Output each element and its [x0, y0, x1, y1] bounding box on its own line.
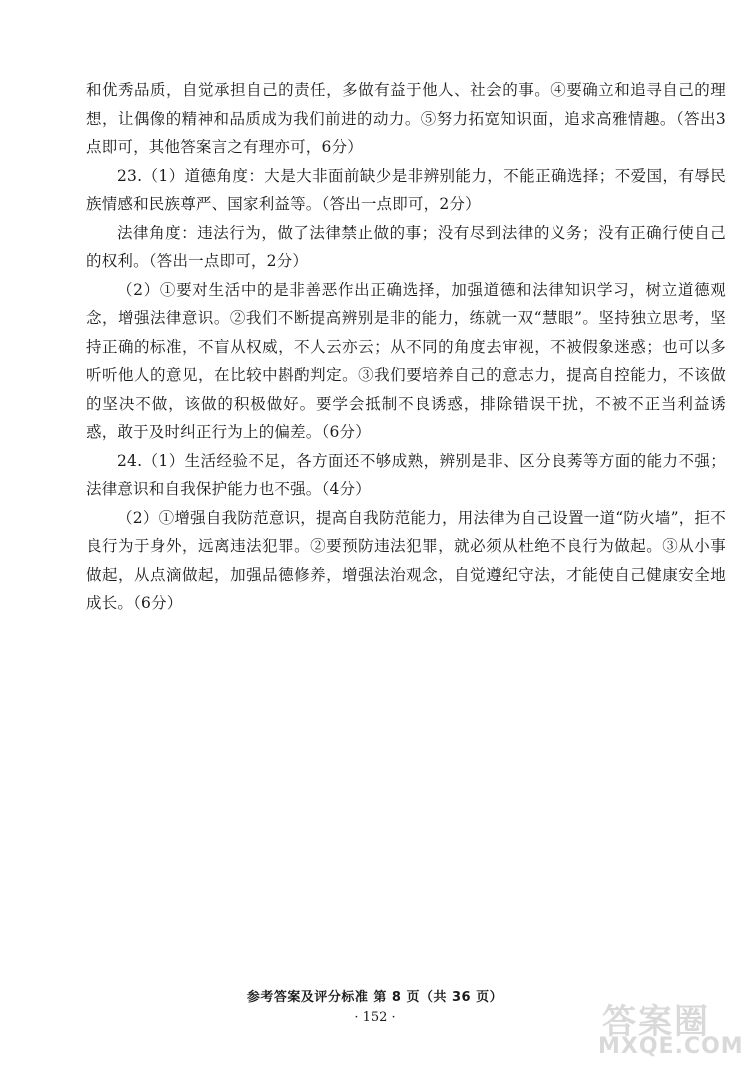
watermark-text-en: MXQE.COM	[598, 1034, 744, 1059]
page-number: · 152 ·	[354, 1010, 396, 1025]
question-24-part-2: （2）①增强自我防范意识，提高自我防范能力，用法律为自己设置一道“防火墙”，拒不良行为于身外，远离违法犯罪。②要预防违法犯罪，就必须从杜绝不良行为做起。③从小事做起，从点滴做起，加强品德修养，增强法治观念，自觉遵纪守法，才能使自己健康安全地成长。（6分）	[86, 508, 726, 612]
footer-title: 参考答案及评分标准 第 8 页（共 36 页）	[246, 990, 504, 1005]
question-24-part-1: 24.（1）生活经验不足，各方面还不够成熟，辨别是非、区分良莠等方面的能力不强；法律意识和自我保护能力也不强。（4分）	[86, 451, 726, 498]
question-23-part-2: （2）①要对生活中的是非善恶作出正确选择，加强道德和法律知识学习，树立道德观念，增强法律意识。②我们不断提高辨别是非的能力，练就一双“慧眼”。坚持独立思考，坚持正确的标准，不盲从权威，不人云亦云；从不同的角度去审视，不被假象迷惑；也可以多听听他人的意见，在比较中斟酌判定。③我们要培养自己的意志力，提高自控能力，不该做的坚决不做，该做的积极做好。要学会抵制不良诱惑，排除错误干扰，不被不正当利益诱惑，敢于及时纠正行为上的偏差。（6分）	[86, 280, 726, 441]
question-23-part-1: 23.（1）道德角度：大是大非面前缺少是非辨别能力，不能正确选择；不爱国，有辱民族情感和民族尊严、国家利益等。（答出一点即可，2分）	[86, 166, 726, 213]
question-23-legal-angle: 法律角度：违法行为，做了法律禁止做的事；没有尽到法律的义务；没有正确行使自己的权利。（答出一点即可，2分）	[86, 223, 726, 270]
watermark-logo	[594, 994, 744, 1064]
watermark-text-cn: 答案圈	[602, 1002, 710, 1042]
paragraph-continuation: 和优秀品质，自觉承担自己的责任，多做有益于他人、社会的事。④要确立和追寻自己的理想，让偶像的精神和品质成为我们前进的动力。⑤努力拓宽知识面，追求高雅情趣。（答出3点即可，其他答案言之有理亦可，6分）	[86, 81, 726, 156]
answer-content	[86, 76, 726, 618]
